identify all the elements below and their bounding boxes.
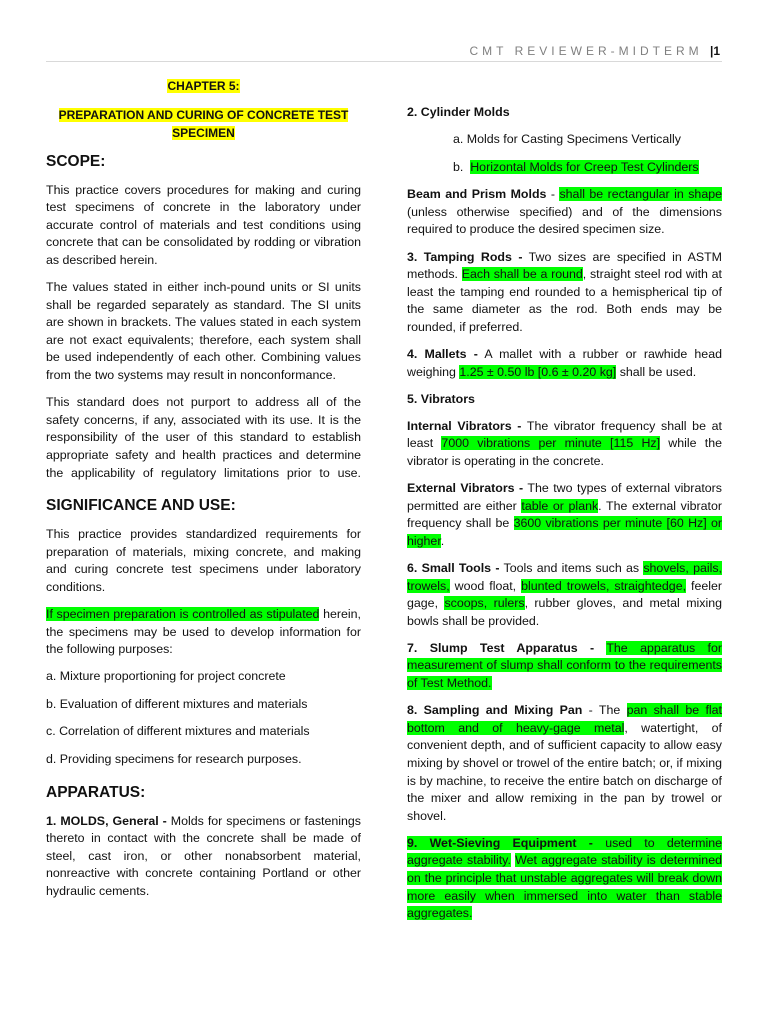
apparatus-heading: APPARATUS: — [46, 783, 146, 801]
purpose-item: c. Correlation of different mixtures and materials — [46, 724, 310, 739]
header-title: CMT REVIEWER-MIDTERM — [469, 44, 703, 58]
wet-sieving-paragraph: 9. Wet-Sieving Equipment - used to determine aggregate stability. Wet aggregate stability is determined on the principle that unstable aggregates will break down more easily when immersed into water than stable aggregates. — [407, 835, 722, 921]
cylinder-item-b: b. Horizontal Molds for Creep Test Cylinders — [453, 159, 699, 174]
scope-paragraph-3: This standard does not purport to address all of the safety concerns, if any, associated with its use. It is the responsibility of the user of this standard to establish appropriate safety and health practices and determine the applicability of regulatory limitations prior to use. — [46, 395, 361, 480]
small-tools-paragraph: 6. Small Tools - Tools and items such as shovels, pails, trowels, wood float, blunted trowels, straightedge, feeler gage, scoops, rulers, rubber gloves, and metal mixing bowls shall be provided. — [407, 560, 723, 628]
scope-heading: SCOPE: — [46, 152, 106, 170]
significance-paragraph-2: If specimen preparation is controlled as stipulated herein, the specimens may be used to develop information for the following purposes: — [46, 606, 361, 657]
right-column — [407, 104, 722, 932]
mixing-pan-paragraph: 8. Sampling and Mixing Pan - The pan shall be flat bottom and of heavy-gage metal, watertight, of convenient depth, and of sufficient capacity to allow easy mixing by shovel or trowel of the entire batch; or, if mixing is by machine, to receive the entire batch on discharge of the mixer and allow remixing in the pan by trowel or shovel. — [407, 703, 722, 823]
slump-test-paragraph: 7. Slump Test Apparatus - The apparatus for measurement of slump shall conform to the requirements of Test Method. — [407, 640, 723, 691]
left-column — [46, 76, 361, 910]
chapter-label: CHAPTER 5: — [167, 79, 240, 93]
tamping-rods-paragraph: 3. Tamping Rods - Two sizes are specified in ASTM methods. Each shall be a round, straight steel rod with at least the tamping end rounded to a hemispherical tip of the same diameter as the rod. Both ends may be rounded, if preferred. — [407, 249, 722, 334]
significance-paragraph-1: This practice provides standardized requirements for preparation of materials, mixing concrete, and making and curing concrete test specimens under laboratory conditions. — [46, 527, 361, 594]
internal-vibrators-paragraph: Internal Vibrators - The vibrator frequency shall be at least 7000 vibrations per minute [115 Hz] while the vibrator is operating in the concrete. — [407, 418, 723, 468]
header-title-block — [470, 44, 721, 58]
external-vibrators-paragraph: External Vibrators - The two types of external vibrators permitted are either table or plank. The external vibrator frequency shall be 3600 vibrations per minute [60 Hz] or higher. — [407, 481, 722, 548]
page-header — [46, 44, 722, 62]
cylinder-item-a: a. Molds for Casting Specimens Vertically — [453, 132, 681, 147]
header-separator: | — [709, 44, 714, 58]
beam-molds-paragraph: Beam and Prism Molds - shall be rectangular in shape (unless otherwise specified) and of the dimensions required to produce the desired specimen size. — [407, 187, 722, 237]
scope-paragraph-2: The values stated in either inch-pound units or SI units shall be regarded separately as standard. The SI units are shown in brackets. The values stated in each system are not exact equivalents; therefore, each system shall be used independently of each other. Combining values from the two systems may result in nonconformance. — [46, 280, 361, 383]
scope-paragraph-1: This practice covers procedures for making and curing test specimens of concrete in the laboratory under accurate control of materials and test conditions using concrete that can be consolidated by rodding or vibration as described herein. — [46, 182, 361, 267]
vibrators-heading: 5. Vibrators — [407, 391, 475, 406]
mallets-paragraph: 4. Mallets - A mallet with a rubber or rawhide head weighing 1.25 ± 0.50 lb [0.6 ± 0.20 kg] shall be used. — [407, 347, 722, 379]
molds-paragraph: 1. MOLDS, General - Molds for specimens or fastenings thereto in contact with the concrete shall be made of steel, cast iron, or other nonabsorbent material, nonreactive with concrete containing Portland or other hydraulic cements. — [46, 813, 361, 898]
chapter-title: PREPARATION AND CURING OF CONCRETE TEST SPECIMEN — [58, 107, 349, 140]
purpose-item: a. Mixture proportioning for project concrete — [46, 669, 286, 684]
cylinder-molds-heading: 2. Cylinder Molds — [407, 105, 510, 119]
purpose-item: d. Providing specimens for research purposes. — [46, 752, 302, 767]
purpose-item: b. Evaluation of different mixtures and materials — [46, 696, 308, 711]
significance-heading: SIGNIFICANCE AND USE: — [46, 497, 236, 515]
page-number: 1 — [713, 44, 720, 58]
